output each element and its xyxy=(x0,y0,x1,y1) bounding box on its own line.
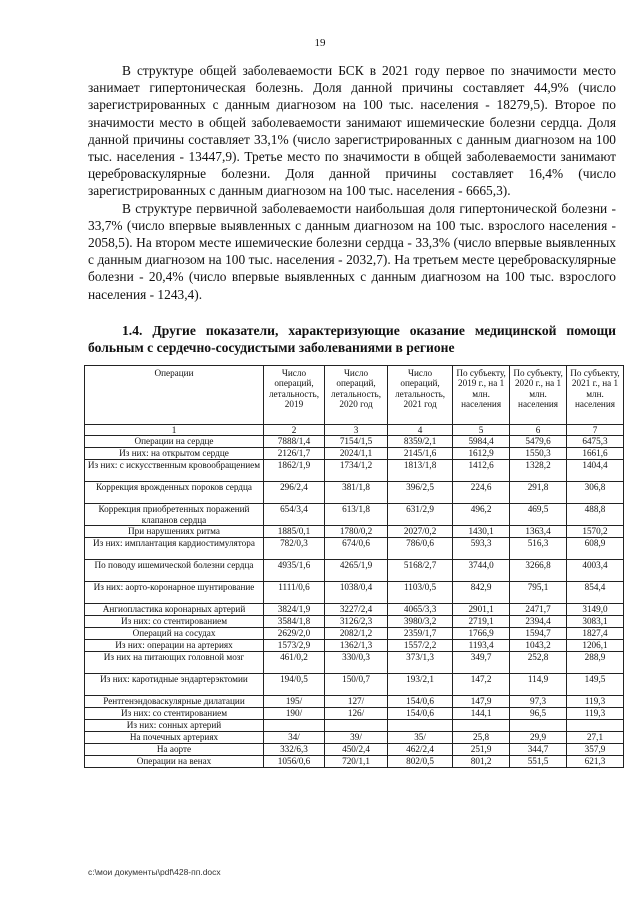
value-cell: 396/2,5 xyxy=(388,482,453,504)
paragraph-general-morbidity: В структуре общей заболеваемости БСК в 2021 году первое по значимости место занимает гипертоническая болезнь. Доля данной причины составляет 44,9% (число зарегистрированных с данным диагнозом на 100 тыс. населения - 18279,5). Второе по значимости место в общей заболеваемости занимают ишемические болезни сердца. Доля данной причины составляет 33,1% (число зарегистрированных с данным диагнозом на 100 тыс. населения - 13447,9). Третье место по значимости в общей заболеваемости занимают цереброваскулярные болезни. Доля данной причины составляет 16,4% (число зарегистрированных с данным диагнозом на 100 тыс. населения - 6665,3). xyxy=(88,63,616,199)
value-cell xyxy=(325,720,388,732)
table-row xyxy=(85,436,624,448)
value-cell: 373/1,3 xyxy=(388,652,453,674)
column-header: По субъекту, 2019 г., на 1 млн. населения xyxy=(453,366,510,425)
table-row xyxy=(85,720,624,732)
row-label-cell: Из них на питающих головной мозг xyxy=(85,652,264,674)
value-cell: 29,9 xyxy=(510,732,567,744)
value-cell: 1827,4 xyxy=(567,628,624,640)
value-cell: 613/1,8 xyxy=(325,504,388,526)
value-cell: 1570,2 xyxy=(567,526,624,538)
value-cell: 195/ xyxy=(263,696,324,708)
value-cell: 126/ xyxy=(325,708,388,720)
table-row xyxy=(85,604,624,616)
operations-table-wrapper xyxy=(84,365,624,768)
column-number: 2 xyxy=(263,425,324,436)
column-number: 7 xyxy=(567,425,624,436)
row-label-cell: Из них: каротидные эндартерэктомии xyxy=(85,674,264,696)
table-body xyxy=(85,425,624,768)
table-row xyxy=(85,482,624,504)
table-row xyxy=(85,560,624,582)
table-row xyxy=(85,674,624,696)
row-label-cell: Из них: со стентированием xyxy=(85,708,264,720)
value-cell: 608,9 xyxy=(567,538,624,560)
value-cell: 1550,3 xyxy=(510,448,567,460)
value-cell: 127/ xyxy=(325,696,388,708)
value-cell: 357,9 xyxy=(567,744,624,756)
row-label-cell: Из них: сонных артерий xyxy=(85,720,264,732)
value-cell: 2082/1,2 xyxy=(325,628,388,640)
column-number: 1 xyxy=(85,425,264,436)
table-row xyxy=(85,708,624,720)
value-cell: 461/0,2 xyxy=(263,652,324,674)
column-number: 5 xyxy=(453,425,510,436)
value-cell: 349,7 xyxy=(453,652,510,674)
value-cell: 34/ xyxy=(263,732,324,744)
row-label-cell: Из них: аорто-коронарное шунтирование xyxy=(85,582,264,604)
value-cell: 2359/1,7 xyxy=(388,628,453,640)
column-number: 3 xyxy=(325,425,388,436)
value-cell: 1363,4 xyxy=(510,526,567,538)
footer-file-path: c:\мои документы\pdf\428-пп.docx xyxy=(88,867,221,877)
column-number-row xyxy=(85,425,624,436)
value-cell: 7154/1,5 xyxy=(325,436,388,448)
value-cell: 1412,6 xyxy=(453,460,510,482)
column-number: 6 xyxy=(510,425,567,436)
value-cell: 114,9 xyxy=(510,674,567,696)
value-cell: 2629/2,0 xyxy=(263,628,324,640)
value-cell: 194/0,5 xyxy=(263,674,324,696)
row-label-cell: По поводу ишемической болезни сердца xyxy=(85,560,264,582)
value-cell: 119,3 xyxy=(567,696,624,708)
value-cell: 2024/1,1 xyxy=(325,448,388,460)
value-cell xyxy=(388,720,453,732)
value-cell: 1780/0,2 xyxy=(325,526,388,538)
value-cell: 190/ xyxy=(263,708,324,720)
value-cell: 25,8 xyxy=(453,732,510,744)
value-cell: 3980/3,2 xyxy=(388,616,453,628)
section-heading: 1.4. Другие показатели, характеризующие оказание медицинской помощи больным с сердечно-сосудистыми заболеваниями в регионе xyxy=(88,323,616,355)
value-cell: 462/2,4 xyxy=(388,744,453,756)
row-label-cell: Из них: со стентированием xyxy=(85,616,264,628)
row-label-cell: На почечных артериях xyxy=(85,732,264,744)
value-cell: 1885/0,1 xyxy=(263,526,324,538)
value-cell: 3744,0 xyxy=(453,560,510,582)
value-cell: 154/0,6 xyxy=(388,696,453,708)
value-cell: 496,2 xyxy=(453,504,510,526)
value-cell: 3083,1 xyxy=(567,616,624,628)
value-cell: 1103/0,5 xyxy=(388,582,453,604)
value-cell: 3126/2,3 xyxy=(325,616,388,628)
value-cell: 1594,7 xyxy=(510,628,567,640)
column-header: Операции xyxy=(85,366,264,425)
table-row xyxy=(85,756,624,768)
table-row xyxy=(85,652,624,674)
value-cell: 450/2,4 xyxy=(325,744,388,756)
value-cell: 1734/1,2 xyxy=(325,460,388,482)
value-cell: 3227/2,4 xyxy=(325,604,388,616)
value-cell: 5984,4 xyxy=(453,436,510,448)
value-cell: 1111/0,6 xyxy=(263,582,324,604)
value-cell: 1404,4 xyxy=(567,460,624,482)
value-cell: 551,5 xyxy=(510,756,567,768)
value-cell: 854,4 xyxy=(567,582,624,604)
table-row xyxy=(85,582,624,604)
row-label-cell: Операции на сердце xyxy=(85,436,264,448)
value-cell: 801,2 xyxy=(453,756,510,768)
value-cell: 802/0,5 xyxy=(388,756,453,768)
value-cell: 3584/1,8 xyxy=(263,616,324,628)
value-cell: 251,9 xyxy=(453,744,510,756)
column-header: Число операций, летальность, 2021 год xyxy=(388,366,453,425)
value-cell: 96,5 xyxy=(510,708,567,720)
table-row xyxy=(85,732,624,744)
value-cell: 144,1 xyxy=(453,708,510,720)
value-cell: 27,1 xyxy=(567,732,624,744)
value-cell: 2394,4 xyxy=(510,616,567,628)
paragraph-primary-morbidity: В структуре первичной заболеваемости наибольшая доля гипертонической болезни - 33,7% (число впервые выявленных с данным диагнозом на 100 тыс. взрослого населения - 2058,5). На втором месте ишемические болезни сердца - 33,3% (число впервые выявленных с данным диагнозом на 100 тыс. населения - 2032,7). На третьем месте цереброваскулярные болезни - 20,4% (число впервые выявленных с данным диагнозом на 100 тыс. взрослого населения - 1243,4). xyxy=(88,200,616,302)
value-cell: 654/3,4 xyxy=(263,504,324,526)
column-header: По субъекту, 2021 г., на 1 млн. населения xyxy=(567,366,624,425)
value-cell: 1043,2 xyxy=(510,640,567,652)
table-row xyxy=(85,526,624,538)
value-cell: 154/0,6 xyxy=(388,708,453,720)
row-label-cell: Операций на сосудах xyxy=(85,628,264,640)
value-cell: 516,3 xyxy=(510,538,567,560)
value-cell: 593,3 xyxy=(453,538,510,560)
value-cell: 3824/1,9 xyxy=(263,604,324,616)
value-cell: 330/0,3 xyxy=(325,652,388,674)
value-cell xyxy=(453,720,510,732)
value-cell: 5168/2,7 xyxy=(388,560,453,582)
value-cell: 1193,4 xyxy=(453,640,510,652)
row-label-cell: Из них: операции на артериях xyxy=(85,640,264,652)
value-cell xyxy=(263,720,324,732)
value-cell: 842,9 xyxy=(453,582,510,604)
page-number: 19 xyxy=(314,37,326,49)
value-cell: 193/2,1 xyxy=(388,674,453,696)
value-cell: 795,1 xyxy=(510,582,567,604)
table-row xyxy=(85,448,624,460)
table-row xyxy=(85,696,624,708)
value-cell: 147,2 xyxy=(453,674,510,696)
value-cell: 224,6 xyxy=(453,482,510,504)
row-label-cell: Операции на венах xyxy=(85,756,264,768)
value-cell: 381/1,8 xyxy=(325,482,388,504)
row-label-cell: Ангиопластика коронарных артерий xyxy=(85,604,264,616)
row-label-cell: Коррекция приобретенных поражений клапанов сердца xyxy=(85,504,264,526)
operations-table xyxy=(84,365,624,768)
value-cell: 674/0,6 xyxy=(325,538,388,560)
value-cell: 4265/1,9 xyxy=(325,560,388,582)
value-cell: 621,3 xyxy=(567,756,624,768)
value-cell: 1038/0,4 xyxy=(325,582,388,604)
table-row xyxy=(85,460,624,482)
value-cell: 1573/2,9 xyxy=(263,640,324,652)
value-cell: 488,8 xyxy=(567,504,624,526)
value-cell: 291,8 xyxy=(510,482,567,504)
value-cell: 1862/1,9 xyxy=(263,460,324,482)
value-cell: 631/2,9 xyxy=(388,504,453,526)
row-label-cell: Из них: на открытом сердце xyxy=(85,448,264,460)
row-label-cell: При нарушениях ритма xyxy=(85,526,264,538)
value-cell: 2126/1,7 xyxy=(263,448,324,460)
row-label-cell: Рентгенэндоваскулярные дилатации xyxy=(85,696,264,708)
value-cell: 39/ xyxy=(325,732,388,744)
value-cell: 720/1,1 xyxy=(325,756,388,768)
value-cell: 35/ xyxy=(388,732,453,744)
value-cell: 4935/1,6 xyxy=(263,560,324,582)
table-row xyxy=(85,504,624,526)
value-cell: 306,8 xyxy=(567,482,624,504)
table-row xyxy=(85,628,624,640)
row-label-cell: Коррекция врожденных пороков сердца xyxy=(85,482,264,504)
value-cell: 296/2,4 xyxy=(263,482,324,504)
value-cell: 2027/0,2 xyxy=(388,526,453,538)
table-row xyxy=(85,616,624,628)
value-cell: 1813/1,8 xyxy=(388,460,453,482)
column-header: Число операций, летальность, 2020 год xyxy=(325,366,388,425)
value-cell: 782/0,3 xyxy=(263,538,324,560)
value-cell: 332/6,3 xyxy=(263,744,324,756)
value-cell: 150/0,7 xyxy=(325,674,388,696)
table-row xyxy=(85,538,624,560)
value-cell: 1557/2,2 xyxy=(388,640,453,652)
column-number: 4 xyxy=(388,425,453,436)
value-cell: 344,7 xyxy=(510,744,567,756)
column-header: Число операций, летальность, 2019 xyxy=(263,366,324,425)
table-row xyxy=(85,640,624,652)
value-cell: 4065/3,3 xyxy=(388,604,453,616)
value-cell: 288,9 xyxy=(567,652,624,674)
value-cell: 1661,6 xyxy=(567,448,624,460)
value-cell: 2471,7 xyxy=(510,604,567,616)
row-label-cell: Из них: с искусственным кровообращением xyxy=(85,460,264,482)
value-cell: 147,9 xyxy=(453,696,510,708)
value-cell: 1362/1,3 xyxy=(325,640,388,652)
value-cell: 1766,9 xyxy=(453,628,510,640)
row-label-cell: На аорте xyxy=(85,744,264,756)
column-header: По субъекту, 2020 г., на 1 млн. населения xyxy=(510,366,567,425)
value-cell: 1612,9 xyxy=(453,448,510,460)
value-cell: 3149,0 xyxy=(567,604,624,616)
value-cell: 252,8 xyxy=(510,652,567,674)
value-cell: 1206,1 xyxy=(567,640,624,652)
value-cell: 2719,1 xyxy=(453,616,510,628)
value-cell: 149,5 xyxy=(567,674,624,696)
value-cell: 469,5 xyxy=(510,504,567,526)
value-cell xyxy=(567,720,624,732)
value-cell: 4003,4 xyxy=(567,560,624,582)
table-header-row xyxy=(85,366,624,425)
value-cell: 97,3 xyxy=(510,696,567,708)
table-row xyxy=(85,744,624,756)
value-cell: 1328,2 xyxy=(510,460,567,482)
value-cell: 1430,1 xyxy=(453,526,510,538)
value-cell: 786/0,6 xyxy=(388,538,453,560)
value-cell: 1056/0,6 xyxy=(263,756,324,768)
value-cell: 5479,6 xyxy=(510,436,567,448)
value-cell: 6475,3 xyxy=(567,436,624,448)
body-text xyxy=(88,62,616,303)
value-cell: 7888/1,4 xyxy=(263,436,324,448)
value-cell: 2901,1 xyxy=(453,604,510,616)
value-cell: 2145/1,6 xyxy=(388,448,453,460)
value-cell: 119,3 xyxy=(567,708,624,720)
value-cell: 8359/2,1 xyxy=(388,436,453,448)
value-cell xyxy=(510,720,567,732)
row-label-cell: Из них: имплантация кардиостимулятора xyxy=(85,538,264,560)
value-cell: 3266,8 xyxy=(510,560,567,582)
